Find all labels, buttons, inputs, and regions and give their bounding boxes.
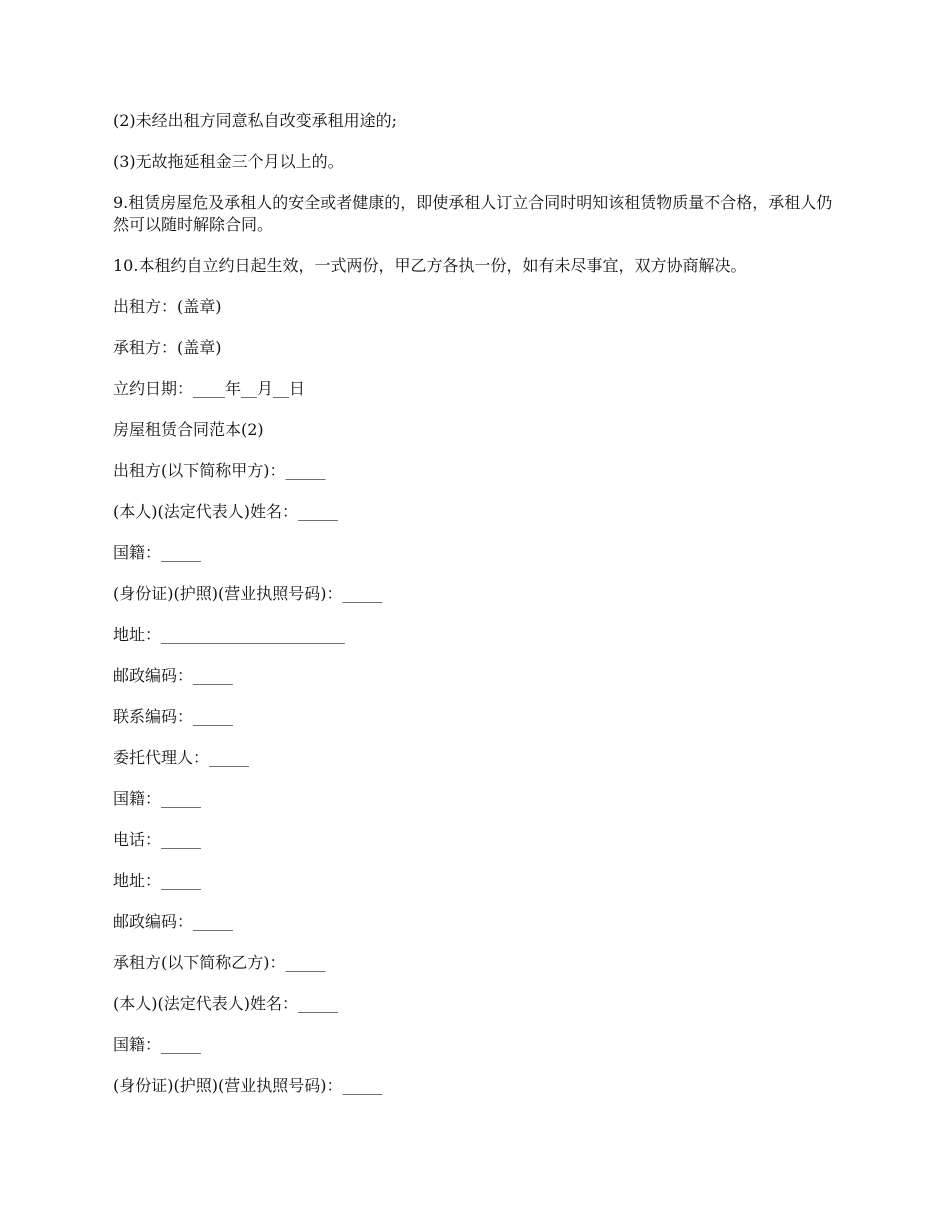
article-9-text: 9.租赁房屋危及承租人的安全或者健康的，即使承租人订立合同时明知该租赁物质量不合格，承租人仍然可以随时解除合同。 (113, 193, 833, 234)
party-a-nationality-line: 国籍：_____ (113, 543, 202, 562)
article-10-text: 10.本租约自立约日起生效，一式两份，甲乙方各执一份，如有未尽事宜，双方协商解决。 (113, 256, 747, 275)
party-a-postcode-line: 邮政编码：_____ (113, 666, 234, 685)
contract-template-heading: 房屋租赁合同范本(2) (113, 420, 264, 439)
party-a-address-line: 地址：_______________________ (113, 625, 346, 644)
signing-date-line: 立约日期：____年__月__日 (113, 379, 306, 398)
party-b-name-line: (本人)(法定代表人)姓名：_____ (113, 994, 338, 1013)
party-b-nationality-line: 国籍：_____ (113, 1035, 202, 1054)
agent-address-line: 地址：_____ (113, 871, 202, 890)
party-a-id-line: (身份证)(护照)(营业执照号码)：_____ (113, 584, 383, 603)
agent-nationality-line: 国籍：_____ (113, 789, 202, 808)
party-a-line: 出租方(以下简称甲方)：_____ (113, 461, 326, 480)
document-body (113, 110, 843, 1097)
lessor-seal-line: 出租方：(盖章) (113, 297, 222, 316)
agent-line: 委托代理人：_____ (113, 748, 250, 767)
clause-2-text: (2)未经出租方同意私自改变承租用途的; (113, 111, 398, 130)
agent-postcode-line: 邮政编码：_____ (113, 912, 234, 931)
party-a-contact-line: 联系编码：_____ (113, 707, 234, 726)
party-b-line: 承租方(以下简称乙方)：_____ (113, 953, 326, 972)
party-a-name-line: (本人)(法定代表人)姓名：_____ (113, 502, 338, 521)
agent-phone-line: 电话：_____ (113, 830, 202, 849)
clause-3-text: (3)无故拖延租金三个月以上的。 (113, 152, 344, 171)
lessee-seal-line: 承租方：(盖章) (113, 338, 222, 357)
party-b-id-line: (身份证)(护照)(营业执照号码)：_____ (113, 1076, 383, 1095)
